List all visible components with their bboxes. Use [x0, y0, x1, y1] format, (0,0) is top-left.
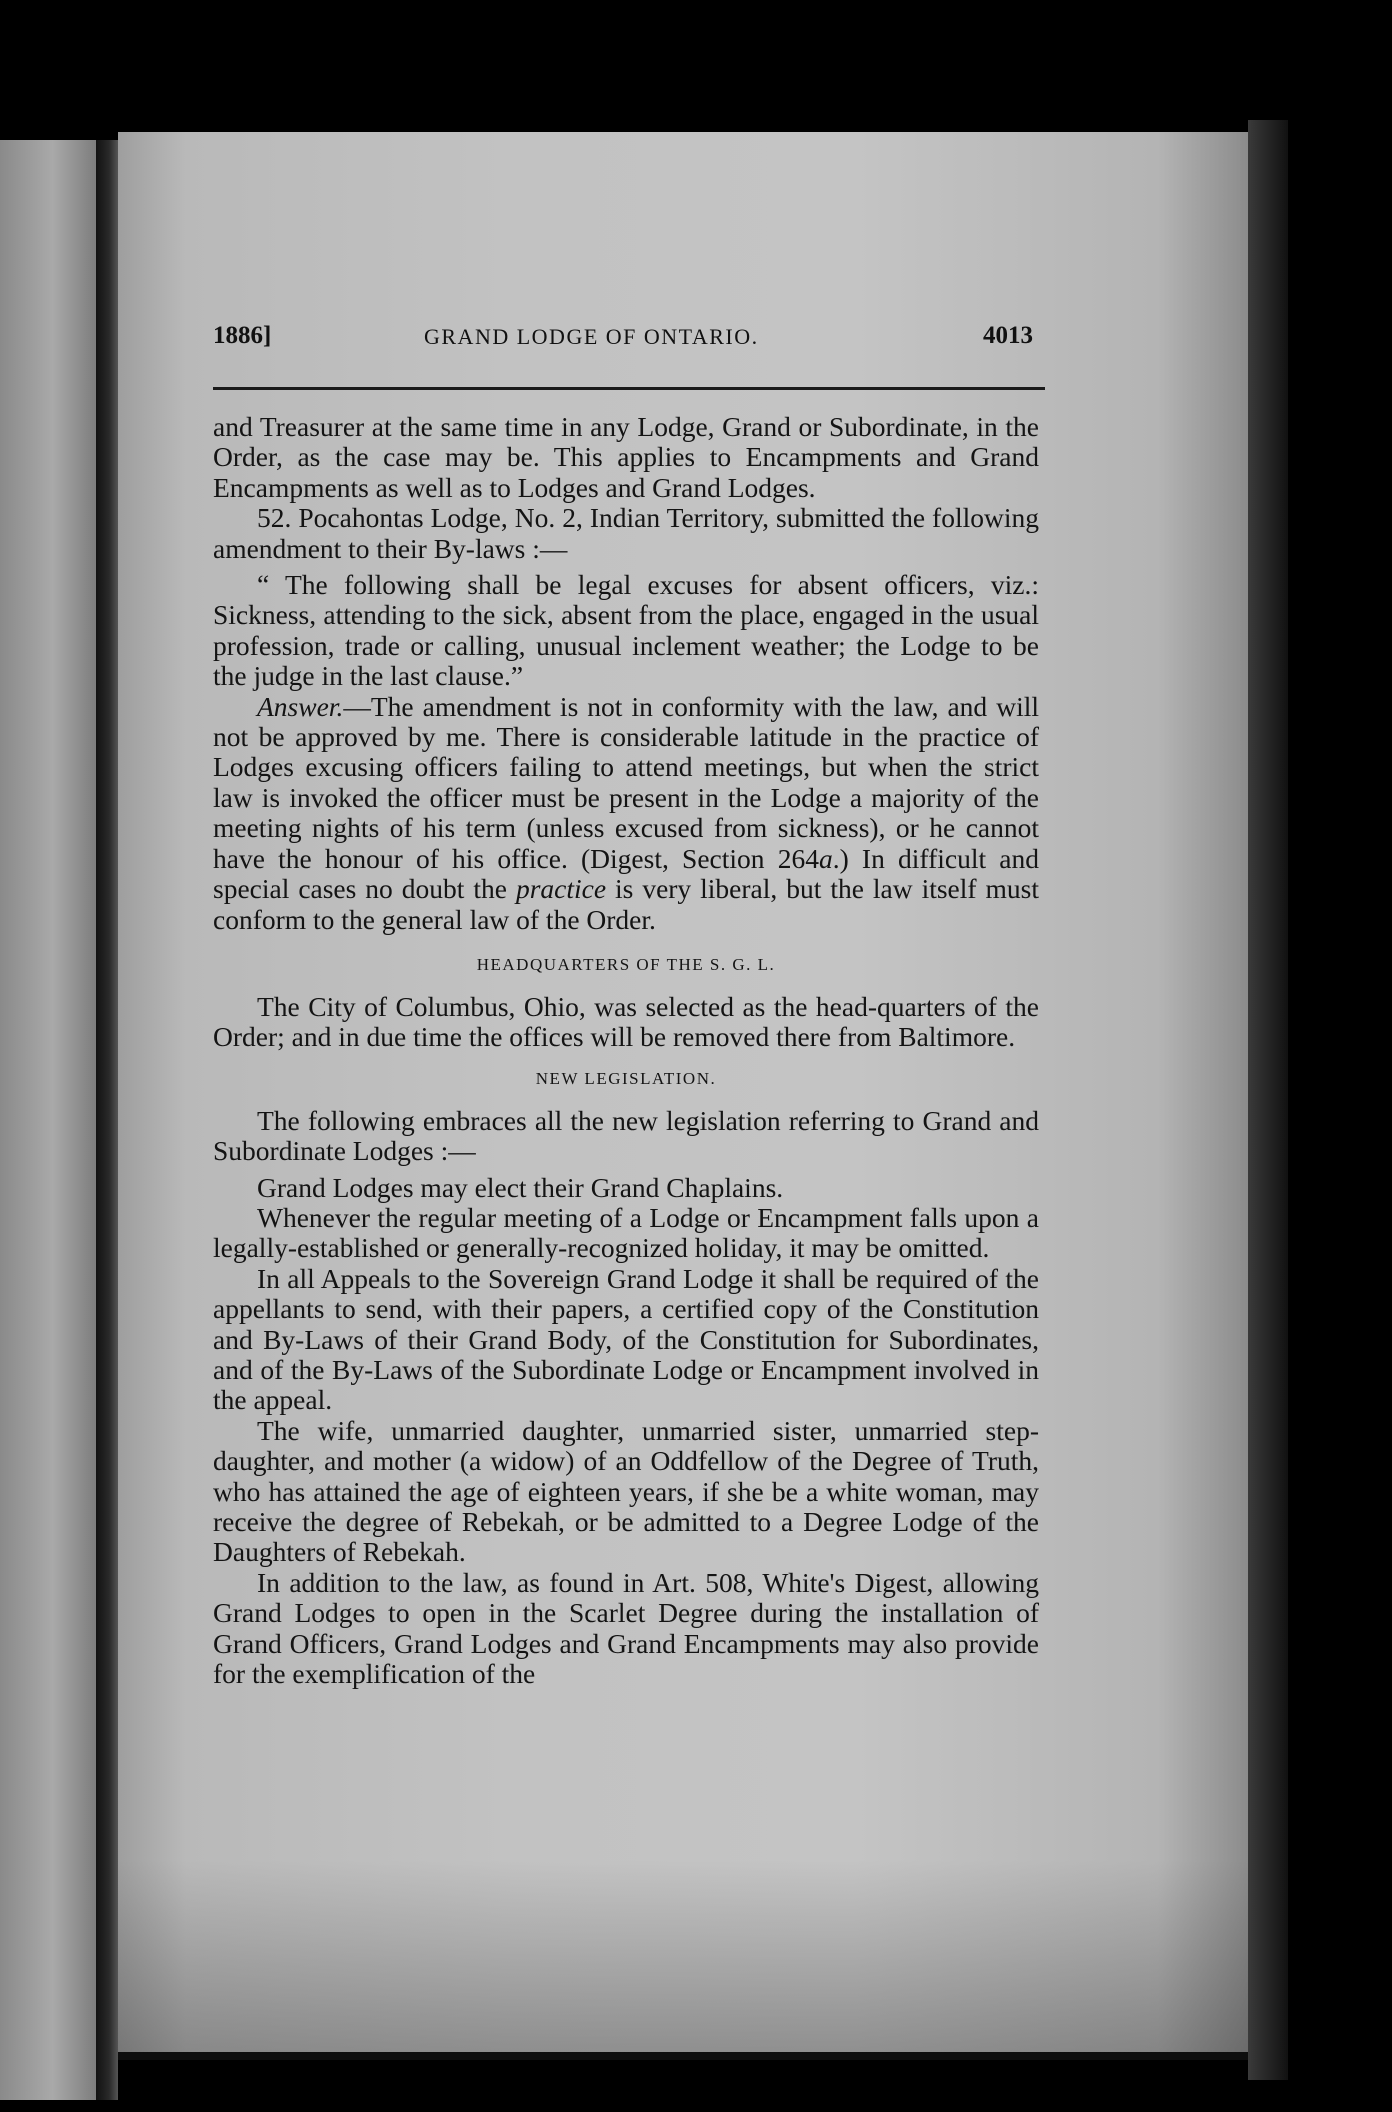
paragraph-pocahontas-lodge: 52. Pocahontas Lodge, No. 2, Indian Territory, submitted the following amendment to their By-laws :— — [213, 502, 1039, 564]
answer-section-letter: a — [818, 842, 833, 874]
book-gutter — [96, 140, 118, 2100]
paragraph-grand-chaplains: Grand Lodges may elect their Grand Chaplains. — [257, 1171, 784, 1203]
paragraph-answer — [213, 692, 1039, 935]
answer-practice-word: practice — [515, 873, 607, 905]
paragraph-appeals: In all Appeals to the Sovereign Grand Lodge it shall be required of the appellants to send, with their papers, a certified copy of the Constitution and By-Laws of their Grand Body, of the Constitution for Subordinates, and of the By-Laws of the Subordinate Lodge or Encampment involved in the appeal. — [213, 1262, 1039, 1416]
paragraph-holiday-meeting: Whenever the regular meeting of a Lodge or Encampment falls upon a legally-established or generally-recognized holiday, it may be omitted. — [213, 1201, 1039, 1264]
header-title: GRAND LODGE OF ONTARIO. — [424, 324, 759, 349]
paragraph-rebekah-degree: The wife, unmarried daughter, unmarried sister, unmarried step-daughter, and mother (a widow) of an Oddfellow of the Degree of Truth, who has attained the age of eighteen years, if she be a white woman, may receive the degree of Rebekah, or be admitted to a Degree Lodge of the Daughters of Rebekah. — [213, 1414, 1039, 1568]
answer-text-a: —The amendment is not in conformity with the law, and will not be approved by me. There is considerable latitude in the practice of Lodges excusing officers failing to attend meetings, but when the strict law is invoked the officer must be present in the Lodge a majority of the meeting nights of his term (unless excused from sickness), or he cannot have the honour of his office. (Digest, Section 264 — [213, 690, 1039, 874]
answer-label: Answer. — [257, 690, 344, 722]
heading-new-legislation: NEW LEGISLATION. — [535, 1068, 717, 1088]
left-page-edge — [0, 140, 96, 2100]
right-page-edge — [1248, 120, 1288, 2080]
header-year: 1886] — [213, 322, 272, 349]
page-bottom-shadow — [118, 1860, 1248, 2060]
header-rule — [213, 387, 1045, 390]
running-header — [213, 322, 1045, 362]
paragraph-new-legislation-intro: The following embraces all the new legislation referring to Grand and Subordinate Lodges :— — [213, 1104, 1039, 1167]
body-text — [213, 412, 1039, 1689]
heading-headquarters: HEADQUARTERS OF THE S. G. L. — [476, 954, 776, 974]
paragraph-scarlet-degree: In addition to the law, as found in Art. 508, White's Digest, allowing Grand Lodges to open in the Scarlet Degree during the installation of Grand Officers, Grand Lodges and Grand Encampments may also provide for the exemplification of the — [213, 1566, 1039, 1690]
paragraph-treasurer: and Treasurer at the same time in any Lodge, Grand or Subordinate, in the Order, as the case may be. This applies to Encampments and Grand Encampments as well as to Lodges and Grand Lodges. — [213, 411, 1039, 503]
answer-text-b: .) In difficult and special cases no doubt the — [213, 842, 1040, 905]
page-number: 4013 — [983, 322, 1033, 349]
answer-text-c: is very liberal, but the law itself must conform to the general law of the Order. — [213, 873, 1040, 935]
paragraph-quoted-amendment: “ The following shall be legal excuses for absent officers, viz.: Sickness, attending to the sick, absent from the place, engaged in the usual profession, trade or calling, unusual inclement weather; the Lodge to be the judge in the last clause.” — [213, 569, 1039, 692]
paragraph-columbus: The City of Columbus, Ohio, was selected as the head-quarters of the Order; and in due time the offices will be removed there from Baltimore. — [213, 990, 1039, 1053]
